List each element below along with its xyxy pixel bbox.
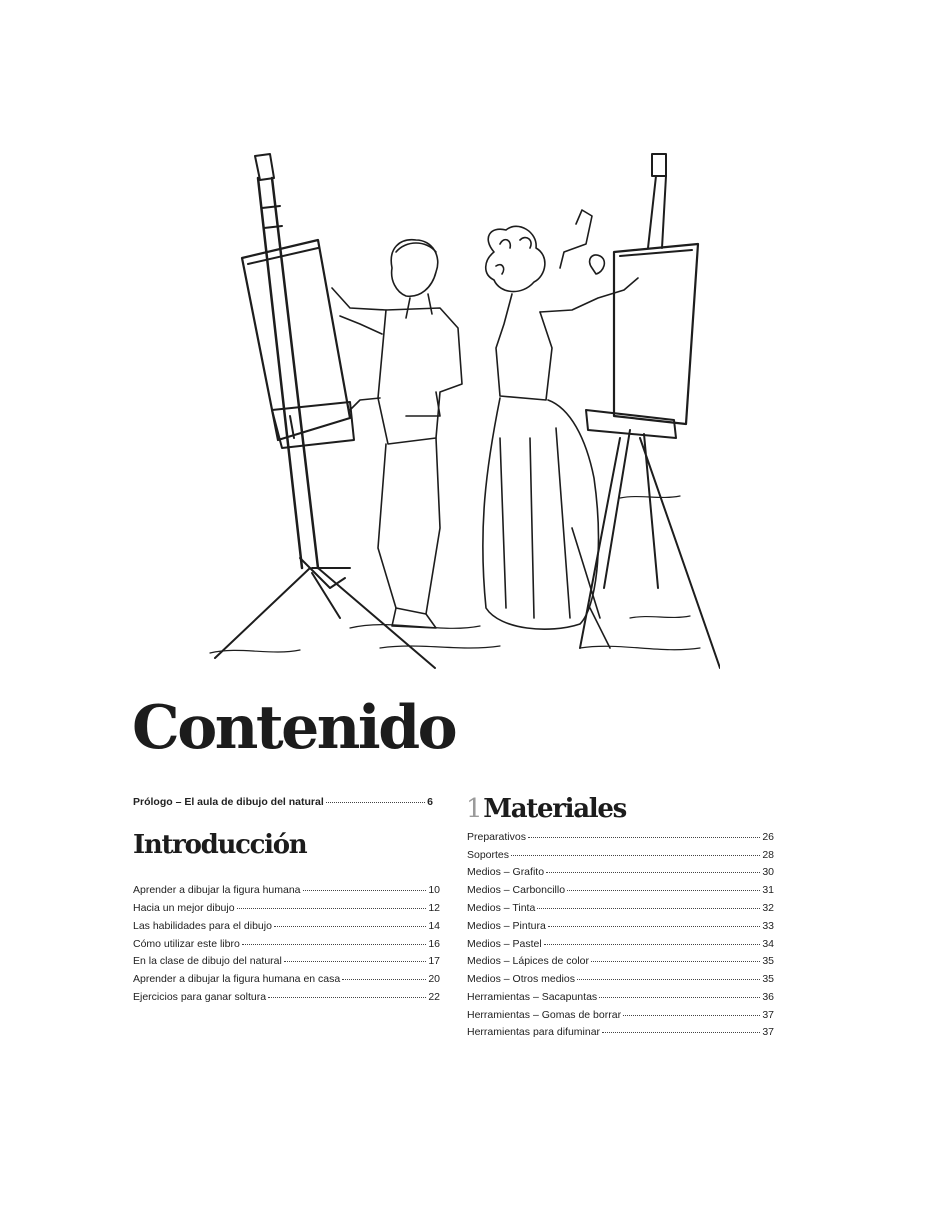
right-easel (580, 154, 720, 668)
toc-entry-page: 16 (428, 938, 440, 950)
page-title: Contenido (132, 693, 456, 763)
toc-entry-page: 31 (762, 884, 774, 896)
toc-entry-page: 26 (762, 831, 774, 843)
toc-entry[interactable] (133, 901, 440, 915)
dot-leader (546, 872, 760, 873)
toc-entry[interactable] (133, 972, 440, 986)
dot-leader (284, 961, 426, 962)
toc-entry-label: Medios – Otros medios (467, 973, 575, 985)
toc-entry[interactable] (467, 954, 774, 968)
section-number: 1 (466, 794, 482, 824)
toc-entry-label: Hacia un mejor dibujo (133, 902, 235, 914)
toc-entry-label: Medios – Pastel (467, 938, 542, 950)
dot-leader (623, 1015, 760, 1016)
section-heading-introduccion: Introducción (133, 830, 307, 860)
dot-leader (528, 837, 760, 838)
artists-at-easels-illustration (200, 148, 720, 678)
toc-entry-label: Aprender a dibujar la figura humana en casa (133, 973, 341, 985)
toc-entry-page: 35 (762, 955, 774, 967)
dot-leader (326, 802, 425, 803)
toc-entry-label: Herramientas – Gomas de borrar (467, 1009, 622, 1021)
toc-entry-page: 32 (762, 902, 774, 914)
toc-entry-label: Las habilidades para el dibujo (133, 920, 272, 932)
dot-leader (274, 926, 426, 927)
toc-entry-page: 37 (762, 1026, 774, 1038)
toc-entry-label: Medios – Lápices de color (467, 955, 589, 967)
dot-leader (577, 979, 760, 980)
toc-entry-page: 28 (762, 849, 774, 861)
section-heading-materiales: 1Materiales (466, 794, 626, 824)
toc-entry[interactable] (467, 1025, 774, 1039)
dot-leader (342, 979, 426, 980)
toc-entry-label: Soportes (467, 849, 510, 861)
dot-leader (242, 944, 427, 945)
toc-entry-page: 35 (762, 973, 774, 985)
toc-entry[interactable] (467, 990, 774, 1004)
toc-entry-page: 33 (762, 920, 774, 932)
toc-entry-label: En la clase de dibujo del natural (133, 955, 282, 967)
toc-entry[interactable] (467, 883, 774, 897)
toc-entry[interactable] (467, 972, 774, 986)
toc-entry[interactable] (467, 919, 774, 933)
toc-entry-label: Herramientas para difuminar (467, 1026, 601, 1038)
toc-entry[interactable] (467, 937, 774, 951)
toc-entry-page: 22 (428, 991, 440, 1003)
toc-entry-page: 6 (427, 796, 433, 808)
toc-entry[interactable] (467, 901, 774, 915)
toc-entry-page: 36 (762, 991, 774, 1003)
toc-entry-page: 12 (428, 902, 440, 914)
toc-entry-label: Medios – Grafito (467, 866, 545, 878)
left-easel (215, 154, 435, 668)
dot-leader (544, 944, 761, 945)
dot-leader (548, 926, 761, 927)
toc-entry-page: 17 (428, 955, 440, 967)
toc-entry-prologue[interactable] (133, 795, 433, 809)
toc-entry[interactable] (133, 883, 440, 897)
toc-entry[interactable] (133, 937, 440, 951)
dot-leader (602, 1032, 760, 1033)
toc-entry[interactable] (133, 954, 440, 968)
toc-entry-label: Cómo utilizar este libro (133, 938, 240, 950)
dot-leader (237, 908, 427, 909)
toc-entry[interactable] (467, 1008, 774, 1022)
toc-entry[interactable] (133, 919, 440, 933)
toc-entry-page: 37 (762, 1009, 774, 1021)
toc-entry[interactable] (467, 865, 774, 879)
floor-sketch-lines (210, 496, 700, 653)
dot-leader (567, 890, 760, 891)
toc-entry-label: Medios – Pintura (467, 920, 546, 932)
toc-entry-label: Prólogo – El aula de dibujo del natural (133, 796, 324, 808)
toc-entry-label: Herramientas – Sacapuntas (467, 991, 598, 1003)
dot-leader (599, 997, 760, 998)
toc-entry[interactable] (467, 848, 774, 862)
toc-entry-page: 20 (428, 973, 440, 985)
toc-entry[interactable] (467, 830, 774, 844)
left-artist (332, 240, 462, 628)
dot-leader (591, 961, 760, 962)
dot-leader (303, 890, 427, 891)
toc-entry-label: Medios – Carboncillo (467, 884, 566, 896)
toc-entry-label: Medios – Tinta (467, 902, 536, 914)
toc-entry-label: Aprender a dibujar la figura humana (133, 884, 301, 896)
toc-entry-page: 34 (762, 938, 774, 950)
toc-entry-label: Preparativos (467, 831, 526, 843)
dot-leader (268, 997, 426, 998)
dot-leader (537, 908, 760, 909)
toc-entry-page: 30 (762, 866, 774, 878)
toc-entry[interactable] (133, 990, 440, 1004)
toc-entry-page: 14 (428, 920, 440, 932)
toc-entry-page: 10 (428, 884, 440, 896)
toc-entry-label: Ejercicios para ganar soltura (133, 991, 267, 1003)
dot-leader (511, 855, 760, 856)
